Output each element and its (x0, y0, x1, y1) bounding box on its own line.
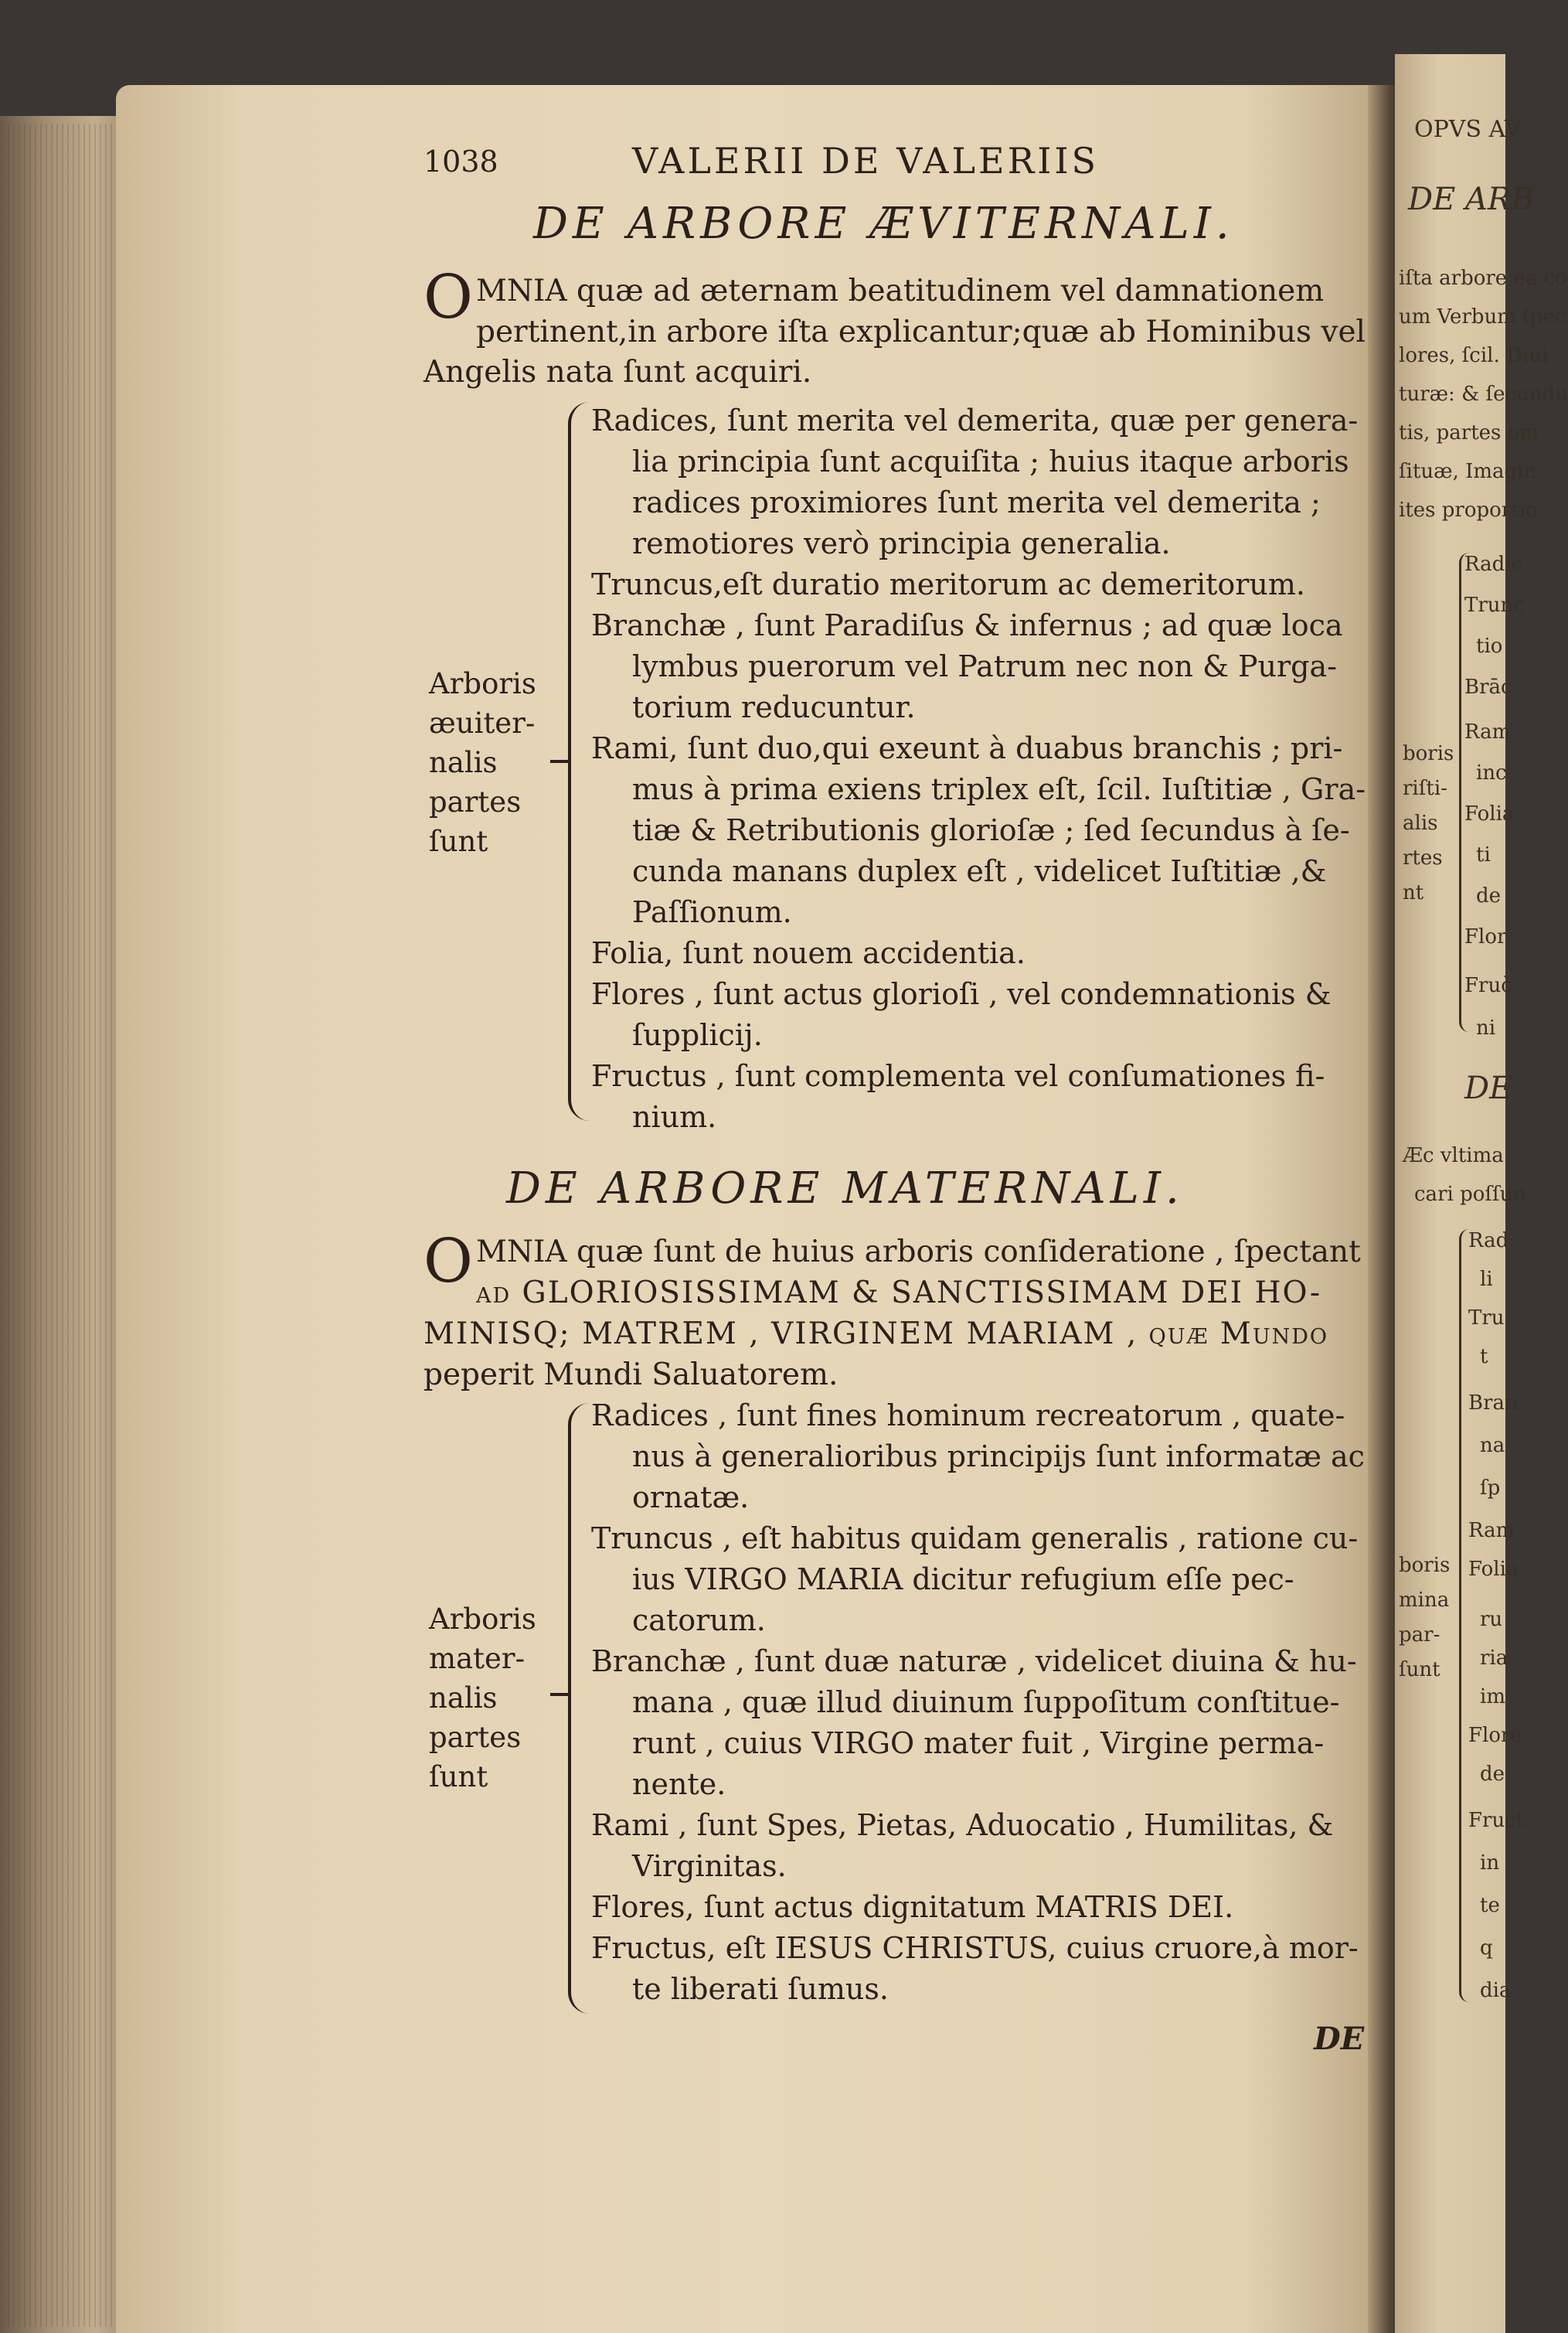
right-entry: Ram (1468, 1519, 1515, 1542)
right-intro: cari poſſun (1414, 1183, 1526, 1206)
right-label: boris (1403, 742, 1454, 765)
right-entry: dia (1480, 1979, 1512, 2002)
bracket-label: æuiter- (429, 707, 536, 740)
right-entry: li (1480, 1268, 1493, 1291)
right-entry: ria (1480, 1647, 1508, 1670)
right-brace (1459, 1229, 1469, 2002)
right-label: alis (1403, 812, 1438, 835)
right-entry: Fruč (1464, 974, 1512, 997)
right-label: nt (1403, 881, 1424, 904)
entry-line: Flores , ſunt actus glorioſi , vel condemnationis & (591, 977, 1332, 1011)
entry-line: Branchæ , ſunt duæ naturæ , videlicet diuina & hu- (591, 1644, 1357, 1678)
catchword: DE (1314, 2021, 1365, 2057)
intro-line: Angelis nata ſunt acquiri. (423, 355, 812, 390)
entry-line: mus à prima exiens triplex eſt, ſcil. Iuſtitiæ , Gra- (632, 772, 1366, 806)
entry-line: Truncus , eſt habitus quidam generalis , ratione cu- (591, 1521, 1359, 1555)
right-entry: ru (1480, 1608, 1503, 1631)
entry-line: Branchæ , ſunt Paradiſus & infernus ; ad quæ loca (591, 608, 1343, 642)
right-line: lores, ſcil. Diui (1399, 344, 1549, 367)
right-entry: Rad (1468, 1229, 1509, 1252)
entry-line: cunda manans duplex eſt , videlicet Iuſtitiæ ,& (632, 854, 1327, 888)
right-entry: Folia (1464, 802, 1515, 826)
entry-line: ius VIRGO MARIA dicitur refugium eſſe pec- (632, 1562, 1294, 1596)
entry-line: lia principia ſunt acquiſita ; huius itaque arboris (632, 444, 1349, 479)
bracket-label: nalis (429, 1681, 498, 1715)
right-entry: de (1480, 1763, 1505, 1786)
intro-line: MINISQ; MATREM , VIRGINEM MARIAM , quæ Mundo (423, 1316, 1329, 1351)
right-line: ſituæ, Imagin (1399, 460, 1537, 483)
right-entry: Bran (1468, 1391, 1518, 1415)
brace-bracket (568, 402, 594, 1121)
right-label: ſunt (1399, 1658, 1440, 1681)
brace-bracket (568, 1403, 594, 2014)
drop-cap: O (423, 263, 473, 332)
right-entry: Flor (1464, 925, 1507, 949)
entry-line: Rami , ſunt Spes, Pietas, Aduocatio , Humilitas, & (591, 1808, 1334, 1842)
entry-line: Folia, ſunt nouem accidentia. (591, 936, 1025, 970)
right-entry: te (1480, 1894, 1500, 1917)
page-edges (8, 124, 124, 2327)
right-entry: im (1480, 1685, 1505, 1708)
entry-line: tiæ & Retributionis glorioſæ ; ſed ſecundus à ſe- (632, 813, 1350, 847)
right-entry: ni (1476, 1017, 1496, 1040)
entry-line: Radices , ſunt fines hominum recreatorum , quate- (591, 1398, 1345, 1432)
right-entry: na (1480, 1434, 1505, 1457)
entry-line: te liberati ſumus. (632, 1972, 889, 2006)
right-label: riſti- (1403, 777, 1447, 800)
running-head: VALERII DE VALERIIS (632, 140, 1100, 182)
right-entry: Ram (1464, 720, 1512, 744)
bracket-label: nalis (429, 746, 498, 779)
bracket-label: partes (429, 785, 522, 819)
right-label: rtes (1403, 846, 1443, 870)
entry-line: ornatæ. (632, 1480, 750, 1514)
entry-line: remotiores verò principia generalia. (632, 526, 1171, 560)
intro-line: peperit Mundi Saluatorem. (423, 1357, 838, 1392)
right-brace (1459, 553, 1469, 1032)
right-label: mina (1399, 1589, 1450, 1612)
right-entry: Radic (1464, 553, 1523, 576)
entry-line: Radices, ſunt merita vel demerita, quæ per genera- (591, 404, 1359, 438)
right-intro: Æc vltima (1403, 1144, 1504, 1167)
right-entry: inc (1476, 761, 1507, 785)
entry-line: Paſſionum. (632, 895, 792, 929)
entry-line: runt , cuius VIRGO mater fuit , Virgine perma- (632, 1726, 1325, 1760)
entry-line: nium. (632, 1100, 717, 1134)
right-entry: tio (1476, 635, 1503, 658)
entry-line: Rami, ſunt duo,qui exeunt à duabus branchis ; pri- (591, 731, 1343, 765)
entry-line: radices proximiores ſunt merita vel demerita ; (632, 485, 1321, 519)
entry-line: Virginitas. (632, 1849, 787, 1883)
right-entry: in (1480, 1851, 1500, 1875)
entry-line: lymbus puerorum vel Patrum nec non & Purga- (632, 649, 1337, 683)
intro-line: MNIA quæ ad æternam beatitudinem vel damnationem (476, 274, 1325, 308)
right-line: iſta arbore ea co (1399, 267, 1567, 290)
bracket-label: ſunt (429, 1760, 488, 1793)
right-entry: Tru (1468, 1306, 1505, 1330)
entry-line: nus à generalioribus principijs ſunt informatæ ac (632, 1439, 1365, 1473)
right-entry: q (1480, 1936, 1493, 1960)
bracket-label: mater- (429, 1642, 526, 1675)
entry-line: torium reducuntur. (632, 690, 916, 724)
right-line: tis, partes om (1399, 421, 1539, 444)
right-label: boris (1399, 1554, 1451, 1577)
entry-line: nente. (632, 1767, 726, 1801)
right-entry: t (1480, 1345, 1488, 1368)
section-title-aeviternali: DE ARBORE ÆVITERNALI. (533, 199, 1234, 249)
right-section-title: DE ARB (1408, 182, 1534, 217)
right-entry: de (1476, 884, 1502, 908)
brace-tip (550, 760, 570, 763)
right-line: ites proportio (1399, 499, 1538, 522)
right-entry: Folia (1468, 1558, 1519, 1581)
entry-line: Flores, ſunt actus dignitatum MATRIS DEI. (591, 1890, 1234, 1924)
intro-line: MNIA quæ ſunt de huius arboris conſideratione , ſpectant (476, 1235, 1361, 1269)
entry-line: ſupplicij. (632, 1018, 763, 1052)
entry-line: mana , quæ illud diuinum ſuppoſitum conſtitue- (632, 1685, 1340, 1719)
right-section-title-2: DE (1464, 1071, 1512, 1106)
bracket-label: ſunt (429, 825, 488, 858)
right-line: um Verbum ſpec (1399, 305, 1566, 329)
intro-line: pertinent,in arbore iſta explicantur;quæ ab Hominibus vel (476, 315, 1366, 349)
entry-line: Fructus, eſt IESUS CHRISTUS, cuius cruore,à mor- (591, 1931, 1359, 1965)
brace-tip (550, 1693, 570, 1696)
intro-line: ad GLORIOSISSIMAM & SANCTISSIMAM DEI HO- (476, 1275, 1322, 1310)
drop-cap: O (423, 1227, 473, 1296)
right-entry: ti (1476, 843, 1491, 867)
right-entry: Brāc (1464, 676, 1512, 699)
right-label: par- (1399, 1623, 1440, 1647)
bracket-label: partes (429, 1721, 522, 1754)
entry-line: catorum. (632, 1603, 766, 1637)
bracket-label: Arboris (429, 667, 536, 700)
page-number: 1038 (423, 145, 498, 179)
entry-line: Truncus,eſt duratio meritorum ac demeritorum. (591, 567, 1306, 601)
section-title-maternali: DE ARBORE MATERNALI. (506, 1163, 1184, 1214)
right-entry: Flore (1468, 1724, 1522, 1747)
bracket-label: Arboris (429, 1602, 536, 1636)
right-entry: Fruct (1468, 1809, 1525, 1832)
right-entry: Trunc (1464, 594, 1525, 617)
right-line: turæ: & ſecundu (1399, 383, 1568, 406)
entry-line: Fructus , ſunt complementa vel conſumationes fi- (591, 1059, 1325, 1093)
right-running-head: OPVS AV (1414, 116, 1522, 143)
right-entry: ſp (1480, 1476, 1501, 1500)
